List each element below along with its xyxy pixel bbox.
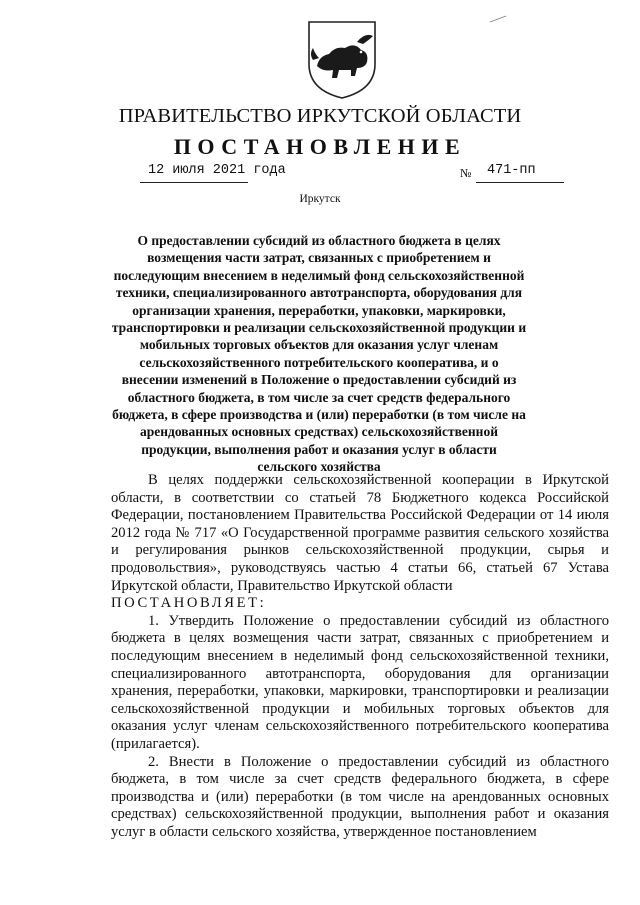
item-1-paragraph: 1. Утвердить Положение о предоставлении субсидий из областного бюджета в целях возмещения части затрат, связанных с приобретением и последующим внесением в неделимый фонд сельскохозяйственной техники, специализированного автотранспорта, оборудования для организации хранения, переработки, упаковки, маркировки, транспортировки и реализации сельскохозяйственной продукции и мобильных торговых объектов для оказания услуг членам сельскохозяйственного потребительского кооператива (прилагается). (111, 612, 609, 752)
document-title: О предоставлении субсидий из областного бюджета в целях возмещения части затрат, связанных с приобретением и последующим внесением в неделимый фонд сельскохозяйственной техники, специализированного автотранспорта, оборудования для организации хранения, переработки, упаковки, маркировки, транспортировки и реализации сельскохозяйственной продукции и мобильных торговых объектов для оказания услуг членам сельскохозяйственного потребительского кооператива, и о внесении изменений в Положение о предоставлении субсидий из областного бюджета, в том числе за счет средств федерального бюджета, в сфере производства и (или) переработки (в том числе на арендованных основных средствах) сельскохозяйственной продукции, выполнения работ и оказания услуг в области сельского хозяйства (111, 233, 527, 475)
decree-word: ПОСТАНОВЛЯЕТ: (111, 595, 267, 612)
coat-of-arms-emblem (299, 18, 385, 100)
document-number: 471-пп (487, 163, 536, 178)
number-sign: № (460, 166, 472, 180)
organization-name: ПРАВИТЕЛЬСТВО ИРКУТСКОЙ ОБЛАСТИ (118, 105, 522, 127)
document-date: 12 июля 2021 года (148, 163, 286, 178)
preamble-paragraph: В целях поддержки сельскохозяйственной кооперации в Иркутской области, в соответствии со статьей 78 Бюджетного кодекса Российской Федерации, постановлением Правительства Российской Федерации от 14 июля 2012 года № 717 «О Государственной программе развития сельского хозяйства и регулирования рынков сельскохозяйственной продукции, сырья и продовольствия», руководствуясь частью 4 статьи 66, статьей 67 Устава Иркутской области, Правительство Иркутской области (111, 472, 609, 594)
document-type: ПОСТАНОВЛЕНИЕ (173, 134, 467, 159)
item-2-paragraph: 2. Внести в Положение о предоставлении субсидий из областного бюджета, в том числе за счет средств федерального бюджета, в сфере производства и (или) переработки (в том числе на арендованных основных средствах) сельскохозяйственной продукции, выполнения работ и оказания услуг в области сельского хозяйства, утвержденное постановлением (111, 753, 609, 840)
stray-mark-icon (488, 14, 508, 24)
number-underline (476, 182, 564, 183)
document-body (111, 472, 609, 841)
city: Иркутск (299, 193, 341, 205)
date-underline (140, 182, 248, 183)
